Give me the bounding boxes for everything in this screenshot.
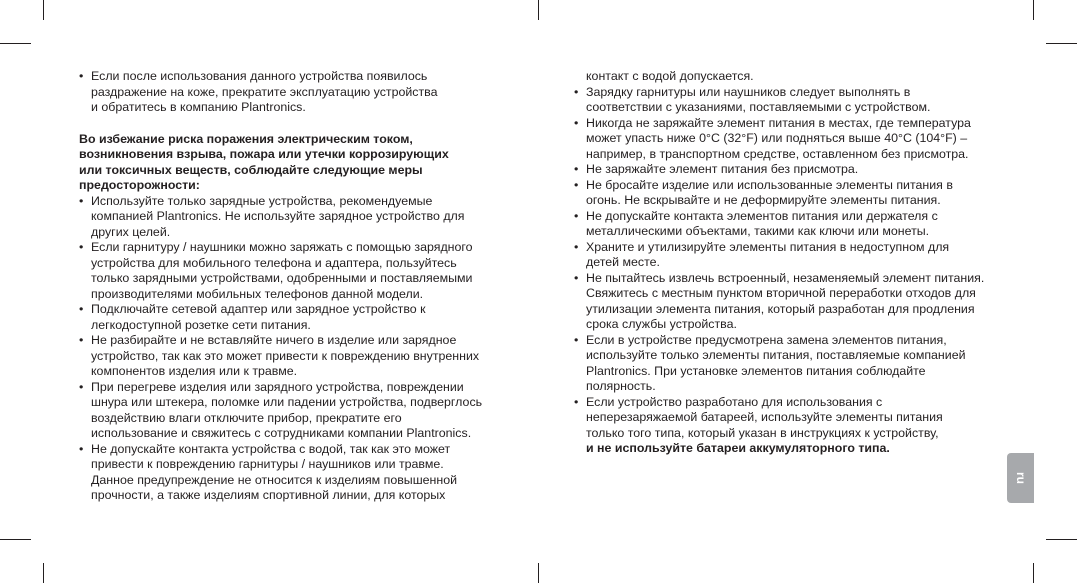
bullet-icon: • <box>574 270 579 285</box>
text-line: Используйте только зарядные устройства, рекомендуемые <box>91 193 433 208</box>
text-line: компонентов изделия или к травме. <box>91 364 298 378</box>
heading-line: предосторожности: <box>79 178 200 192</box>
text-line: только зарядными устройствами, одобренными и поставляемыми <box>91 271 473 285</box>
text-line: Свяжитесь с местным пунктом вторичной переработки отходов для <box>586 286 976 300</box>
list-item <box>574 271 1004 333</box>
list-item <box>79 302 519 333</box>
heading-line: или токсичных веществ, соблюдайте следующие меры <box>79 162 423 177</box>
text-line: Не заряжайте элемент питания без присмотра. <box>586 162 859 176</box>
warning-heading <box>79 132 519 194</box>
list-item <box>79 333 519 380</box>
text-line: легкодоступной розетке сети питания. <box>91 317 311 332</box>
text-line: Не разбирайте и не вставляйте ничего в изделие или зарядное <box>91 333 457 347</box>
list-item <box>574 209 1004 240</box>
text-line: срока службы устройства. <box>586 317 737 331</box>
list-item-continuation <box>574 69 1004 85</box>
right-column <box>574 69 1004 457</box>
text-line: неперезаряжаемой батареей, используйте элементы питания <box>586 410 943 424</box>
text-line: например, в транспортном средстве, оставленном без присмотра. <box>586 146 969 161</box>
text-line: может упасть ниже 0°C (32°F) или подняться выше 40°C (104°F) – <box>586 131 968 145</box>
bullet-icon: • <box>574 332 579 347</box>
text-line: утилизации элемента питания, который разработан для продления <box>586 301 975 316</box>
crop-mark <box>43 0 44 20</box>
text-line: Не допускайте контакта элементов питания или держателя с <box>586 208 938 223</box>
heading-line: возникновения взрыва, пожара или утечки коррозирующих <box>79 147 449 161</box>
crop-mark <box>0 43 31 44</box>
text-line: Зарядку гарнитуры или наушников следует выполнять в <box>586 84 911 99</box>
left-column <box>79 69 519 504</box>
text-line: раздражение на коже, прекратите эксплуатацию устройства <box>91 84 438 99</box>
text-line: привести к повреждению гарнитуры / наушников или травме. <box>91 457 444 471</box>
text-line: Если устройство разработано для использования с <box>586 394 883 409</box>
language-code: ru <box>1013 472 1028 484</box>
text-line: Plantronics. При установке элементов питания соблюдайте <box>586 363 926 378</box>
text-line: прочности, а также изделиям спортивной линии, для которых <box>91 488 446 502</box>
list-item <box>79 69 519 116</box>
bullet-icon: • <box>79 333 84 347</box>
text-line: Не допускайте контакта устройства с водой, так как это может <box>91 441 451 456</box>
list-item <box>574 85 1004 116</box>
bullet-icon: • <box>79 302 84 316</box>
text-line: Не пытайтесь извлечь встроенный, незаменяемый элемент питания. <box>586 270 985 285</box>
list-item <box>574 178 1004 209</box>
list-item <box>574 162 1004 178</box>
text-line: Если после использования данного устройства появилось <box>91 69 428 83</box>
list-item <box>79 240 519 302</box>
list-item <box>574 240 1004 271</box>
list-item <box>574 116 1004 163</box>
text-line: металлическими объектами, такими как ключи или монеты. <box>586 224 930 238</box>
bullet-icon: • <box>79 240 84 254</box>
text-line: При перегреве изделия или зарядного устройства, повреждении <box>91 379 464 394</box>
language-tab <box>1007 453 1034 503</box>
crop-mark <box>1046 43 1077 44</box>
crop-mark <box>0 539 31 540</box>
text-line: соответствии с указаниями, поставляемыми с устройством. <box>586 100 931 114</box>
text-line: Данное предупреждение не относится к изделиям повышенной <box>91 472 458 487</box>
text-line: шнура или штекера, поломке или падении устройства, подверглось <box>91 395 483 409</box>
bullet-icon: • <box>574 115 579 130</box>
text-line: огонь. Не вскрывайте и не деформируйте элементы питания. <box>586 193 941 207</box>
text-line: Если в устройстве предусмотрена замена элементов питания, <box>586 332 947 347</box>
text-line: и обратитесь в компанию Plantronics. <box>91 100 306 114</box>
text-line: Не бросайте изделие или использованные элементы питания в <box>586 177 953 192</box>
text-line: устройства для мобильного телефона и адаптера, пользуйтесь <box>91 255 457 270</box>
bullet-icon: • <box>574 239 579 254</box>
list-item <box>79 194 519 241</box>
crop-mark <box>538 0 539 20</box>
list-item <box>79 380 519 442</box>
text-line: детей месте. <box>586 255 660 269</box>
crop-mark <box>1046 539 1077 540</box>
heading-line: Во избежание риска поражения электрическим током, <box>79 131 413 146</box>
bullet-icon: • <box>574 177 579 192</box>
text-line: Подключайте сетевой адаптер или зарядное устройство к <box>91 302 426 316</box>
crop-mark <box>1033 563 1034 583</box>
text-line: компанией Plantronics. Не используйте зарядное устройство для <box>91 209 465 223</box>
text-line: только того типа, который указан в инструкциях к устройству, <box>586 425 939 440</box>
text-line: Если гарнитуру / наушники можно заряжать с помощью зарядного <box>91 240 473 254</box>
crop-mark <box>43 563 44 583</box>
text-line: воздействию влаги отключите прибор, прекратите его <box>91 410 402 425</box>
text-line: полярность. <box>586 379 656 393</box>
text-line: контакт с водой допускается. <box>586 69 754 83</box>
bold-warning-line: и не используйте батареи аккумуляторного типа. <box>586 441 890 455</box>
text-line: использование и свяжитесь с сотрудниками компании Plantronics. <box>91 426 472 440</box>
crop-mark <box>538 563 539 583</box>
bullet-icon: • <box>574 84 579 99</box>
bullet-icon: • <box>574 394 579 409</box>
bullet-icon: • <box>79 379 84 394</box>
text-line: Никогда не заряжайте элемент питания в местах, где температура <box>586 115 971 130</box>
text-line: других целей. <box>91 224 171 239</box>
text-line: производителями мобильных телефонов данной модели. <box>91 286 424 301</box>
text-line: используйте только элементы питания, поставляемые компанией <box>586 348 966 362</box>
list-item <box>79 442 519 504</box>
text-line: Храните и утилизируйте элементы питания в недоступном для <box>586 239 950 254</box>
list-item <box>574 395 1004 457</box>
list-item <box>574 333 1004 395</box>
text-line: устройство, так как это может привести к повреждению внутренних <box>91 348 480 363</box>
bullet-icon: • <box>79 193 84 208</box>
bullet-icon: • <box>79 441 84 456</box>
bullet-icon: • <box>79 69 84 83</box>
bullet-icon: • <box>574 208 579 223</box>
crop-mark <box>1033 0 1034 20</box>
bullet-icon: • <box>574 162 579 176</box>
